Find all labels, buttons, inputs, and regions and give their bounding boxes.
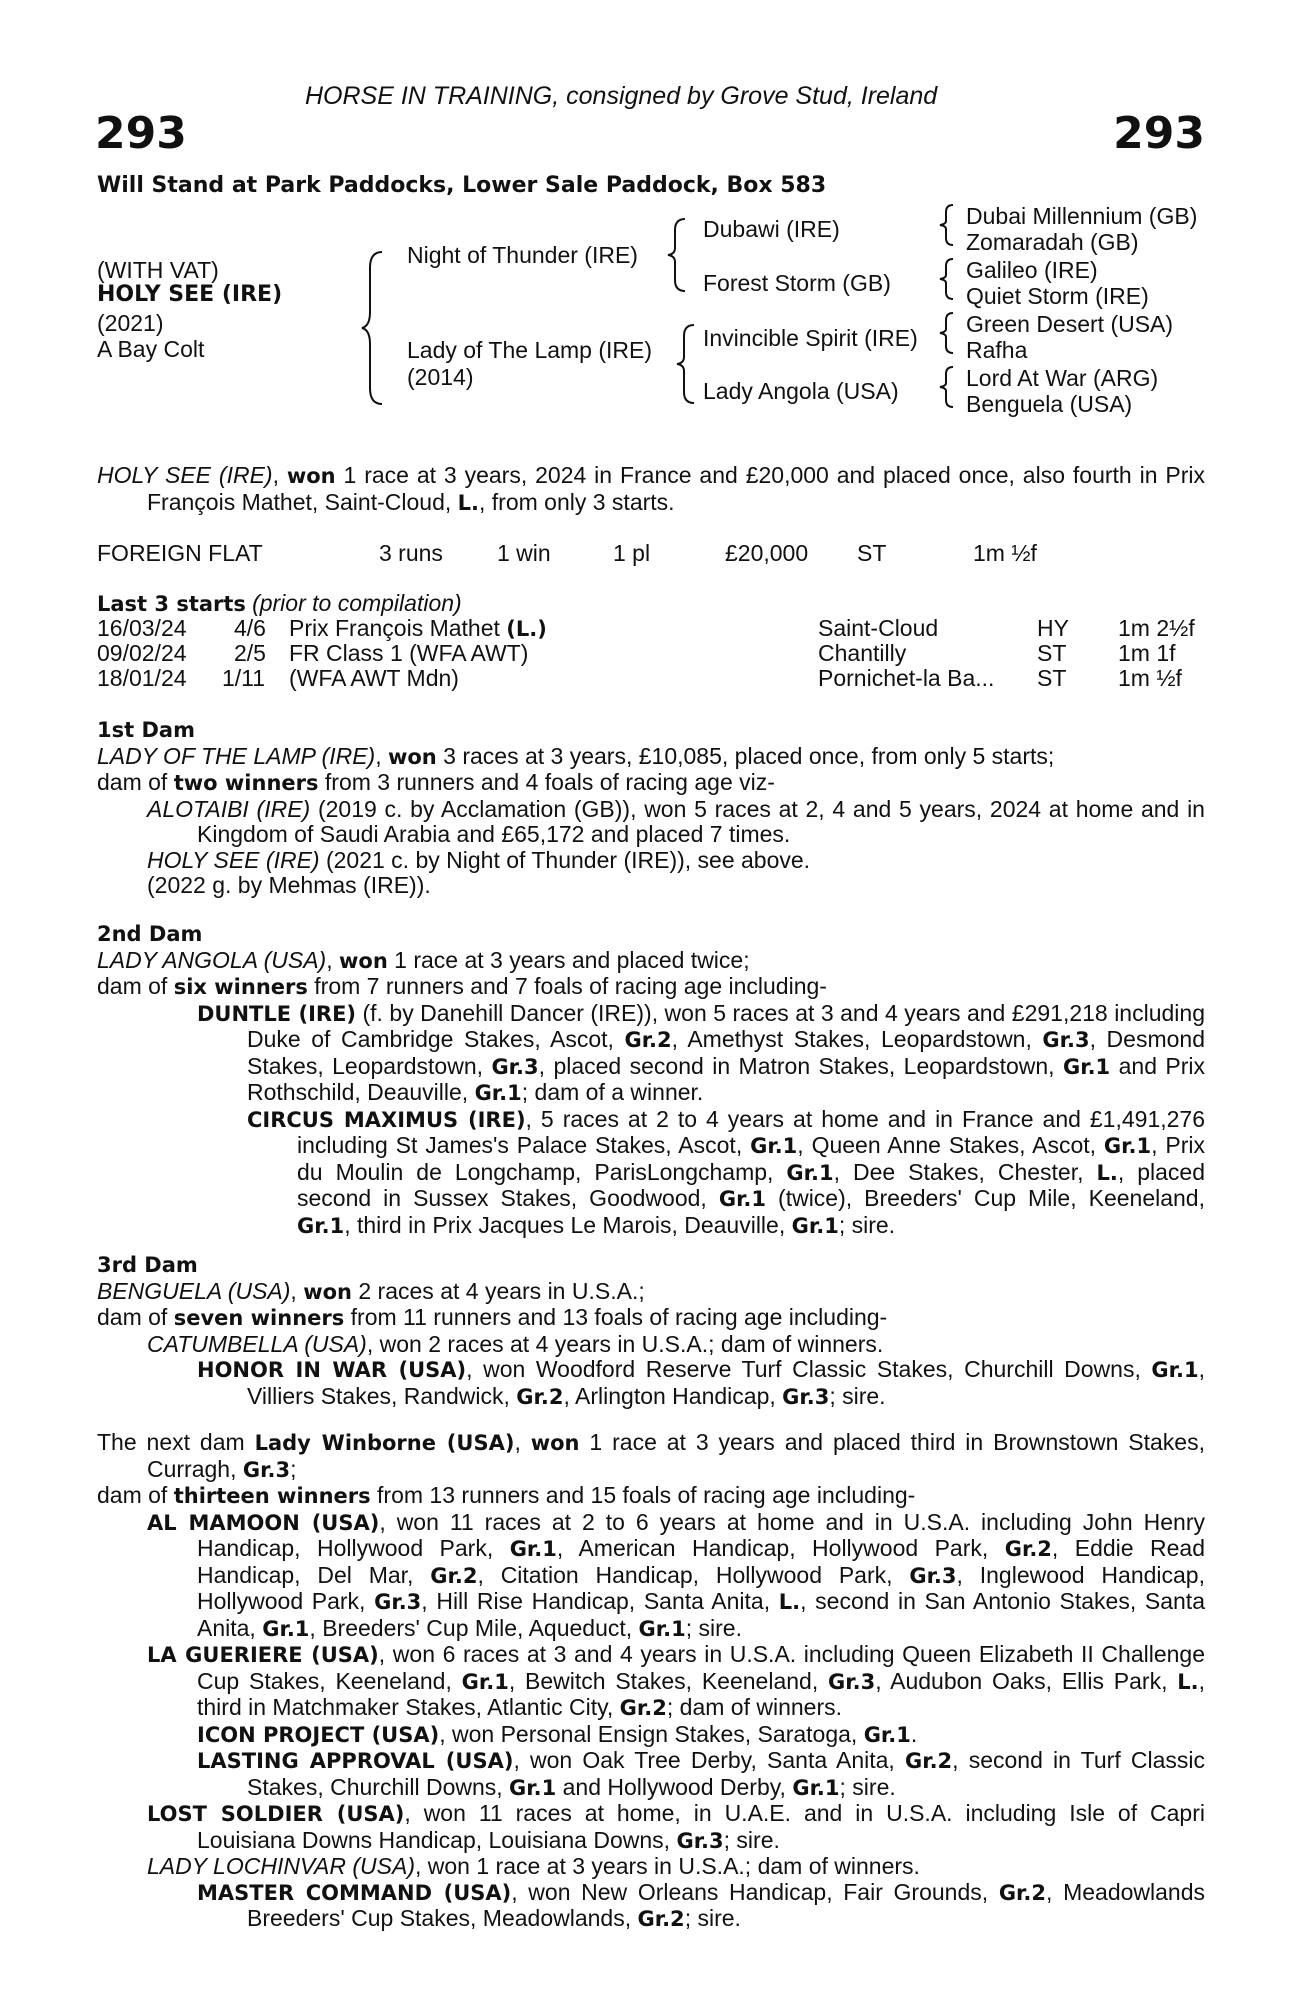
start-position: 1/11	[222, 665, 266, 691]
record-label: FOREIGN FLAT	[97, 540, 263, 566]
dam-name: LADY OF THE LAMP (IRE)	[97, 742, 376, 769]
won-label: won	[303, 1279, 352, 1304]
progeny-text: , second in Turf Classic Stakes, Churchill Downs,	[247, 1747, 1205, 1800]
grade: Gr.3	[1042, 1028, 1090, 1052]
race-summary: HOLY SEE (IRE), won 1 race at 3 years, 2024 in France and £20,000 and placed once, also fourth in Prix François Mathet, Saint-Cloud, L., from only 3 starts.	[97, 462, 1205, 515]
progeny-text: (f. by Danehill Dancer (IRE)), won 5 races at 3 and 4 years and £291,218 including Duke of Cambridge Stakes, Ascot,	[247, 999, 1205, 1052]
start-race	[289, 615, 547, 642]
grade: Gr.1	[1103, 1134, 1152, 1158]
grade: L.	[1096, 1160, 1118, 1185]
winners-count: six winners	[173, 975, 308, 999]
dam-text: from 3 runners and 4 foals of racing age viz-	[318, 769, 775, 795]
progeny-text: (twice), Breeders' Cup Mile, Keeneland,	[766, 1185, 1205, 1211]
progeny-text: , Amethyst Stakes, Leopardstown,	[671, 1026, 1043, 1052]
start-going: ST	[1037, 665, 1067, 691]
grade: Gr.3	[374, 1590, 422, 1614]
start-distance: 1m 1f	[1118, 640, 1176, 666]
start-date: 16/03/24	[97, 615, 187, 641]
start-date: 09/02/24	[97, 640, 187, 666]
grade: L.	[1177, 1669, 1199, 1694]
start-going: HY	[1037, 615, 1069, 641]
pedigree-brace-ss	[937, 202, 959, 248]
summary-text-end: , from only 3 starts.	[479, 488, 675, 515]
dam-text: dam of	[97, 769, 174, 795]
section-heading: 3rd Dam	[97, 1253, 198, 1277]
progeny-name: AL MAMOON (USA)	[147, 1510, 380, 1535]
lot-number-left: 293	[95, 108, 187, 159]
progeny-text: (2019 c. by Acclamation (GB)), won 5 races at 2, 4 and 5 years, 2024 at home and in Kingdom of Saudi Arabia and £65,172 and placed 7 times.	[197, 795, 1205, 847]
grade: Gr.1	[474, 1081, 522, 1105]
dam-text: from 13 runners and 15 foals of racing age including-	[370, 1482, 916, 1508]
progeny-name: CATUMBELLA (USA)	[147, 1330, 367, 1357]
dam-text: from 7 runners and 7 foals of racing age including-	[307, 973, 827, 999]
pedigree-sdd: Quiet Storm (IRE)	[966, 283, 1149, 309]
grade: Gr.1	[1151, 1358, 1199, 1382]
pedigree-dss: Green Desert (USA)	[966, 311, 1174, 337]
dam-text: from 11 runners and 13 foals of racing age including-	[344, 1304, 888, 1330]
progeny-name: ALOTAIBI (IRE)	[147, 795, 311, 822]
grade: Gr.1	[786, 1160, 834, 1185]
grade: Gr.2	[516, 1384, 564, 1409]
grade: Gr.3	[828, 1669, 876, 1694]
progeny-text: , won Personal Ensign Stakes, Saratoga,	[439, 1720, 864, 1747]
won-label: won	[530, 1431, 580, 1455]
foaling-year: (2021)	[97, 310, 164, 336]
grade: Gr.1	[791, 1213, 839, 1238]
progeny-text: (2021 c. by Night of Thunder (IRE)), see above.	[319, 846, 811, 873]
start-going: ST	[1037, 640, 1067, 666]
start-course: Chantilly	[818, 640, 907, 666]
start-race-name: Prix François Mathet	[289, 615, 500, 641]
dam-name: LADY ANGOLA (USA)	[97, 946, 327, 973]
record-runs: 3 runs	[379, 540, 443, 566]
summary-horse-name: HOLY SEE (IRE)	[97, 462, 273, 488]
pedigree-dsd: Rafha	[966, 337, 1028, 363]
grade: Gr.3	[242, 1457, 291, 1482]
pedigree-brace-dam	[674, 322, 700, 406]
start-race: FR Class 1 (WFA AWT)	[289, 640, 529, 666]
summary-text: 1 race at 3 years, 2024 in France and £20,000 and placed once, also fourth in Prix François Mathet, Saint-Cloud,	[147, 462, 1205, 515]
dam-text: dam of	[97, 973, 174, 999]
horse-description: A Bay Colt	[97, 336, 205, 362]
record-earnings: £20,000	[725, 540, 809, 566]
progeny-text: ; sire.	[838, 1211, 896, 1238]
progeny-text: , won Woodford Reserve Turf Classic Stakes, Churchill Downs,	[466, 1356, 1152, 1382]
grade: Gr.1	[1062, 1054, 1111, 1079]
progeny-name: HONOR IN WAR (USA)	[197, 1358, 467, 1382]
progeny-name: MASTER COMMAND (USA)	[197, 1880, 512, 1905]
dam-name: Lady Winborne (USA)	[254, 1431, 515, 1455]
progeny-text: ; sire.	[723, 1826, 780, 1853]
progeny-name: LADY LOCHINVAR (USA)	[147, 1853, 415, 1879]
grade: Gr.2	[637, 1907, 685, 1931]
dam-name: BENGUELA (USA)	[97, 1277, 291, 1304]
progeny-text: , Hill Rise Handicap, Santa Anita,	[421, 1588, 779, 1614]
pedigree-brace-dd	[937, 364, 959, 410]
winners-count: seven winners	[173, 1306, 345, 1330]
progeny-text: , Villiers Stakes, Randwick,	[247, 1356, 1205, 1409]
pedigree-sss: Dubai Millennium (GB)	[966, 203, 1198, 229]
progeny-text: , Audubon Oaks, Ellis Park,	[875, 1667, 1178, 1694]
progeny-text: , Citation Handicap, Hollywood Park,	[477, 1561, 910, 1588]
stand-location: Will Stand at Park Paddocks, Lower Sale Paddock, Box 583	[97, 173, 827, 198]
pedigree-sire-dam: Forest Storm (GB)	[703, 270, 891, 296]
progeny-text: ; dam of winners.	[666, 1694, 843, 1720]
progeny-text: , Prix du Moulin de Longchamp, ParisLongchamp,	[297, 1132, 1206, 1185]
grade: Gr.3	[491, 1054, 539, 1079]
progeny-name: LASTING APPROVAL (USA)	[197, 1749, 514, 1773]
dam-text: ;	[290, 1455, 297, 1482]
pedigree-sire: Night of Thunder (IRE)	[407, 242, 638, 268]
next-dam-section: The next dam Lady Winborne (USA), won 1 race at 3 years and placed third in Brownstown Stakes, Curragh, Gr.3; dam of thirteen winners from 13 runners and 15 foals of racing age including- AL MAMOON (USA), won 11 races at 2 to 6 years at home and in U.S.A. including John Henry Handicap, Hollywood Park, Gr.1, American Handicap, Hollywood Park, Gr.2, Eddie Read Handicap, Del Mar, Gr.2, Citation Handicap, Hollywood Park, Gr.3, Inglewood Handicap, Hollywood Park, Gr.3, Hill Rise Handicap, Santa Anita, L., second in San Antonio Stakes, Santa Anita, Gr.1, Breeders' Cup Mile, Aqueduct, Gr.1; sire. LA GUERIERE (USA), won 6 races at 3 and 4 years in U.S.A. including Queen Elizabeth II Challenge Cup Stakes, Keeneland, Gr.1, Bewitch Stakes, Keeneland, Gr.3, Audubon Oaks, Ellis Park, L., third in Matchmaker Stakes, Atlantic City, Gr.2; dam of winners. ICON PROJECT (USA), won Personal Ensign Stakes, Saratoga, Gr.1. LASTING APPROVAL (USA), won Oak Tree Derby, Santa Anita, Gr.2, second in Turf Classic Stakes, Churchill Downs, Gr.1 and Hollywood Derby, Gr.1; sire. LOST SOLDIER (USA), won 11 races at home, in U.A.E. and in U.S.A. including Isle of Capri Louisiana Downs Handicap, Louisiana Downs, Gr.3; sire. LADY LOCHINVAR (USA), won 1 race at 3 years in U.S.A.; dam of winners. MASTER COMMAND (USA), won New Orleans Handicap, Fair Grounds, Gr.2, Meadowlands Breeders' Cup Stakes, Meadowlands, Gr.2; sire.	[97, 1429, 1206, 1931]
grade: Gr.3	[909, 1563, 957, 1588]
third-dam-section: 3rd Dam BENGUELA (USA), won 2 races at 4 years in U.S.A.; dam of seven winners from 11 runners and 13 foals of racing age including- CATUMBELLA (USA), won 2 races at 4 years in U.S.A.; dam of winners. HONOR IN WAR (USA), won Woodford Reserve Turf Classic Stakes, Churchill Downs, Gr.1, Villiers Stakes, Randwick, Gr.2, Arlington Handicap, Gr.3; sire.	[97, 1253, 1205, 1409]
record-going: ST	[857, 540, 887, 566]
progeny-text: , won 1 race at 3 years in U.S.A.; dam of winners.	[414, 1853, 920, 1879]
dam-text: 1 race at 3 years and placed third in Brownstown Stakes, Curragh,	[147, 1429, 1205, 1482]
winners-count: two winners	[173, 771, 319, 795]
start-distance: 1m 2½f	[1118, 615, 1195, 641]
progeny-text: , Desmond Stakes, Leopardstown,	[247, 1026, 1205, 1079]
grade: Gr.3	[782, 1384, 830, 1409]
record-distance: 1m ½f	[973, 540, 1037, 566]
progeny-text: , placed second in Matron Stakes, Leopardstown,	[538, 1052, 1063, 1079]
progeny-text: and Prix Rothschild, Deauville,	[247, 1052, 1206, 1105]
start-race: (WFA AWT Mdn)	[289, 665, 459, 691]
progeny-name: LOST SOLDIER (USA)	[147, 1802, 405, 1826]
progeny-text: , Inglewood Handicap, Hollywood Park,	[197, 1561, 1205, 1614]
start-position: 2/5	[234, 640, 266, 666]
grade: Gr.1	[792, 1775, 840, 1800]
section-heading: 1st Dam	[97, 718, 195, 742]
progeny-text: , Queen Anne Stakes, Ascot,	[797, 1132, 1104, 1158]
progeny-text: , won 11 races at home, in U.A.E. and in U.S.A. including Isle of Capri Louisiana Downs Handicap, Louisiana Downs,	[197, 1800, 1205, 1853]
dam-text: 2 races at 4 years in U.S.A.;	[351, 1277, 645, 1304]
won-label: won	[339, 948, 388, 973]
progeny-text: , Breeders' Cup Mile, Aqueduct,	[309, 1614, 639, 1641]
summary-won: won	[286, 464, 336, 488]
pedigree-brace-ds	[937, 310, 959, 356]
pedigree-sire-sire: Dubawi (IRE)	[703, 216, 840, 242]
progeny-text: ; sire.	[684, 1905, 741, 1931]
grade: Gr.1	[461, 1669, 509, 1694]
progeny-text: , Arlington Handicap,	[563, 1382, 783, 1409]
dam-text: dam of	[97, 1304, 174, 1330]
winners-count: thirteen winners	[173, 1484, 371, 1508]
vat-label: (WITH VAT)	[97, 257, 219, 283]
grade: Gr.1	[863, 1722, 911, 1747]
progeny-text: , Meadowlands Breeders' Cup Stakes, Meadowlands,	[247, 1878, 1205, 1931]
dam-text: dam of	[97, 1482, 174, 1508]
dam-text: The next dam	[97, 1429, 255, 1455]
progeny-name: HOLY SEE (IRE)	[147, 846, 320, 873]
grade: Gr.2	[430, 1563, 478, 1588]
progeny-text: , won 11 races at 2 to 6 years at home and in U.S.A. including John Henry Handicap, Hollywood Park,	[197, 1508, 1205, 1561]
second-dam-section: 2nd Dam LADY ANGOLA (USA), won 1 race at 3 years and placed twice; dam of six winners from 7 runners and 7 foals of racing age including- DUNTLE (IRE) (f. by Danehill Dancer (IRE)), won 5 races at 3 and 4 years and £291,218 including Duke of Cambridge Stakes, Ascot, Gr.2, Amethyst Stakes, Leopardstown, Gr.3, Desmond Stakes, Leopardstown, Gr.3, placed second in Matron Stakes, Leopardstown, Gr.1 and Prix Rothschild, Deauville, Gr.1; dam of a winner. CIRCUS MAXIMUS (IRE), 5 races at 2 to 4 years at home and in France and £1,491,276 including St James's Palace Stakes, Ascot, Gr.1, Queen Anne Stakes, Ascot, Gr.1, Prix du Moulin de Longchamp, ParisLongchamp, Gr.1, Dee Stakes, Chester, L., placed second in Sussex Stakes, Goodwood, Gr.1 (twice), Breeders' Cup Mile, Keeneland, Gr.1, third in Prix Jacques Le Marois, Deauville, Gr.1; sire.	[97, 922, 1206, 1238]
first-dam-section: 1st Dam LADY OF THE LAMP (IRE), won 3 races at 3 years, £10,085, placed once, from only 5 starts; dam of two winners from 3 runners and 4 foals of racing age viz- ALOTAIBI (IRE) (2019 c. by Acclamation (GB)), won 5 races at 2, 4 and 5 years, 2024 at home and in Kingdom of Saudi Arabia and £65,172 and placed 7 times. HOLY SEE (IRE) (2021 c. by Night of Thunder (IRE)), see above. (2022 g. by Mehmas (IRE)).	[97, 718, 1205, 898]
progeny-name: LA GUERIERE (USA)	[147, 1643, 379, 1667]
progeny-text: .	[910, 1720, 918, 1747]
grade: Gr.1	[638, 1616, 686, 1641]
progeny-text: , Eddie Read Handicap, Del Mar,	[197, 1535, 1206, 1588]
pedigree-dam-dam: Lady Angola (USA)	[703, 378, 899, 404]
grade: Gr.2	[619, 1696, 667, 1720]
grade: Gr.1	[509, 1775, 557, 1800]
progeny-text: , third in Prix Jacques Le Marois, Deauville,	[344, 1211, 792, 1238]
progeny-text: , Dee Stakes, Chester,	[833, 1158, 1097, 1185]
progeny-text: , second in San Antonio Stakes, Santa Anita,	[197, 1588, 1205, 1641]
progeny-text: ; dam of a winner.	[521, 1079, 704, 1105]
start-course: Saint-Cloud	[818, 615, 939, 641]
grade: Gr.2	[998, 1880, 1047, 1905]
grade: Gr.2	[624, 1028, 672, 1052]
progeny-text: ; sire.	[839, 1773, 896, 1800]
record-wins: 1 win	[497, 540, 551, 566]
grade: Gr.1	[262, 1616, 310, 1641]
grade: Gr.2	[1004, 1537, 1052, 1561]
grade: Gr.1	[750, 1134, 798, 1158]
last-starts-title: Last 3 starts	[97, 592, 246, 616]
consignor-line: HORSE IN TRAINING, consigned by Grove Stud, Ireland	[305, 82, 938, 110]
start-grade: (L.)	[506, 617, 547, 641]
grade: Gr.1	[718, 1187, 767, 1211]
progeny-text: , Bewitch Stakes, Keeneland,	[508, 1667, 828, 1694]
progeny-name: CIRCUS MAXIMUS (IRE)	[247, 1107, 526, 1132]
start-distance: 1m ½f	[1118, 665, 1182, 691]
grade: Gr.3	[676, 1828, 724, 1853]
pedigree-dds: Lord At War (ARG)	[966, 365, 1159, 391]
lot-number-right: 293	[1113, 108, 1205, 159]
last-starts-note: (prior to compilation)	[252, 590, 462, 616]
progeny-text: ; sire.	[829, 1382, 886, 1409]
progeny-text: , won New Orleans Handicap, Fair Grounds,	[511, 1878, 999, 1905]
progeny-text: and Hollywood Derby,	[556, 1773, 793, 1800]
progeny-name: ICON PROJECT (USA)	[197, 1722, 440, 1747]
progeny-text: (2022 g. by Mehmas (IRE)).	[147, 872, 431, 898]
progeny-text: , won 2 races at 4 years in U.S.A.; dam of winners.	[366, 1330, 884, 1357]
summary-listed: L.	[457, 490, 479, 515]
last-starts-heading	[97, 590, 462, 617]
progeny-text: , third in Matchmaker Stakes, Atlantic City,	[197, 1667, 1206, 1720]
dam-text: 3 races at 3 years, £10,085, placed once, from only 5 starts;	[436, 742, 1055, 769]
pedigree-ssd: Zomaradah (GB)	[966, 229, 1139, 255]
horse-name: HOLY SEE (IRE)	[97, 282, 283, 307]
pedigree-brace-sire	[665, 216, 691, 294]
start-position: 4/6	[234, 615, 266, 641]
grade: L.	[778, 1590, 801, 1614]
record-placed: 1 pl	[613, 540, 651, 566]
dam-text: 1 race at 3 years and placed twice;	[387, 946, 750, 973]
progeny-name: DUNTLE (IRE)	[197, 1001, 357, 1026]
progeny-text: ; sire.	[685, 1614, 742, 1641]
grade: Gr.1	[509, 1537, 557, 1561]
grade: Gr.2	[904, 1749, 953, 1773]
pedigree-dam: Lady of The Lamp (IRE)	[407, 337, 653, 363]
section-heading: 2nd Dam	[97, 922, 203, 946]
progeny-text: , American Handicap, Hollywood Park,	[556, 1535, 1005, 1561]
start-course: Pornichet-la Ba...	[818, 665, 995, 691]
pedigree-dam-year: (2014)	[407, 364, 474, 390]
pedigree-brace-sd	[937, 256, 959, 302]
progeny-text: , won 6 races at 3 and 4 years in U.S.A. including Queen Elizabeth II Challenge Cup Stakes, Keeneland,	[197, 1641, 1206, 1694]
pedigree-ddd: Benguela (USA)	[966, 391, 1133, 417]
pedigree-brace-main	[360, 248, 390, 408]
grade: Gr.1	[297, 1213, 345, 1238]
start-date: 18/01/24	[97, 665, 187, 691]
progeny-text: , won Oak Tree Derby, Santa Anita,	[513, 1747, 905, 1773]
pedigree-sds: Galileo (IRE)	[966, 257, 1098, 283]
won-label: won	[387, 744, 437, 769]
progeny-text: , 5 races at 2 to 4 years at home and in France and £1,491,276 including St James's Palace Stakes, Ascot,	[297, 1105, 1205, 1158]
progeny-text: , placed second in Sussex Stakes, Goodwood,	[297, 1158, 1205, 1211]
pedigree-dam-sire: Invincible Spirit (IRE)	[703, 325, 918, 351]
